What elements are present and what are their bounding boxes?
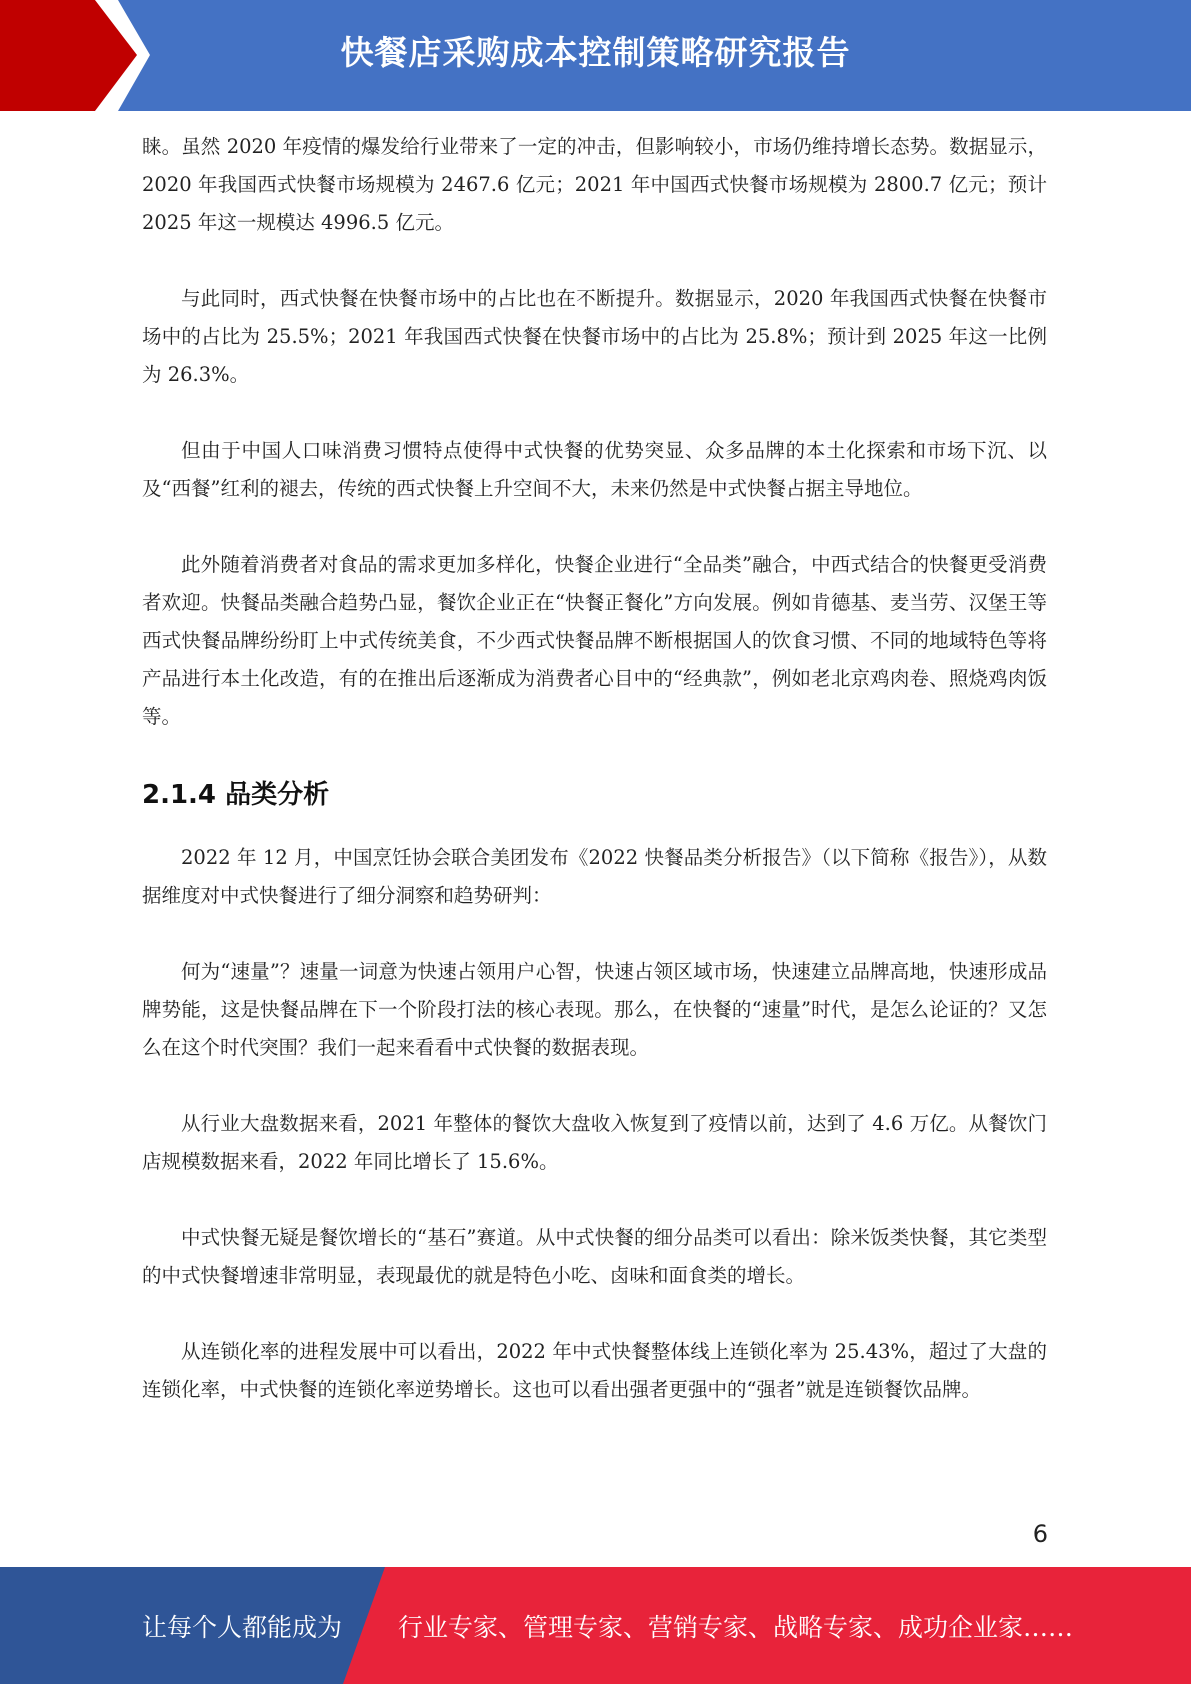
- paragraph: 2022 年 12 月，中国烹饪协会联合美团发布《2022 快餐品类分析报告》（以下简称《报告》），从数据维度对中式快餐进行了细分洞察和趋势研判：: [142, 846, 1047, 907]
- document-body: [142, 128, 1047, 1447]
- page-number: 6: [1032, 1520, 1048, 1548]
- paragraph: 与此同时，西式快餐在快餐市场中的占比也在不断提升。数据显示，2020 年我国西式快餐在快餐市场中的占比为 25.5%；2021 年我国西式快餐在快餐市场中的占比为 25.8%；预计到 2025 年这一比例为 26.3%。: [142, 287, 1047, 386]
- paragraph: 但由于中国人口味消费习惯特点使得中式快餐的优势突显、众多品牌的本土化探索和市场下沉、以及“西餐”红利的褪去，传统的西式快餐上升空间不大，未来仍然是中式快餐占据主导地位。: [142, 439, 1047, 500]
- footer-slogan-left: 让每个人都能成为: [142, 1613, 343, 1642]
- paragraph: 何为“速量”？速量一词意为快速占领用户心智，快速占领区域市场，快速建立品牌高地，快速形成品牌势能，这是快餐品牌在下一个阶段打法的核心表现。那么，在快餐的“速量”时代，是怎么论证的？又怎么在这个时代突围？我们一起来看看中式快餐的数据表现。: [142, 960, 1047, 1059]
- paragraph: 中式快餐无疑是餐饮增长的“基石”赛道。从中式快餐的细分品类可以看出：除米饭类快餐，其它类型的中式快餐增速非常明显，表现最优的就是特色小吃、卤味和面食类的增长。: [142, 1226, 1047, 1287]
- footer-slogan-right: 行业专家、管理专家、营销专家、战略专家、成功企业家……: [398, 1613, 1074, 1642]
- header-title: 快餐店采购成本控制策略研究报告: [340, 33, 851, 72]
- paragraph: 从行业大盘数据来看，2021 年整体的餐饮大盘收入恢复到了疫情以前，达到了 4.6 万亿。从餐饮门店规模数据来看，2022 年同比增长了 15.6%。: [142, 1112, 1047, 1173]
- section-heading: 2.1.4 品类分析: [142, 780, 330, 810]
- page-header: [0, 0, 1191, 111]
- paragraph: 睐。虽然 2020 年疫情的爆发给行业带来了一定的冲击，但影响较小，市场仍维持增长态势。数据显示，2020 年我国西式快餐市场规模为 2467.6 亿元；2021 年中国西式快餐市场规模为 2800.7 亿元；预计 2025 年这一规模达 4996.5 亿元。: [142, 135, 1047, 234]
- paragraph: 从连锁化率的进程发展中可以看出，2022 年中式快餐整体线上连锁化率为 25.43%，超过了大盘的连锁化率，中式快餐的连锁化率逆势增长。这也可以看出强者更强中的“强者”就是连锁餐饮品牌。: [142, 1340, 1047, 1401]
- page-footer: [0, 1567, 1191, 1684]
- paragraph: 此外随着消费者对食品的需求更加多样化，快餐企业进行“全品类”融合，中西式结合的快餐更受消费者欢迎。快餐品类融合趋势凸显，餐饮企业正在“快餐正餐化”方向发展。例如肯德基、麦当劳、汉堡王等西式快餐品牌纷纷盯上中式传统美食，不少西式快餐品牌不断根据国人的饮食习惯、不同的地域特色等将产品进行本土化改造，有的在推出后逐渐成为消费者心目中的“经典款”，例如老北京鸡肉卷、照烧鸡肉饭等。: [142, 553, 1047, 728]
